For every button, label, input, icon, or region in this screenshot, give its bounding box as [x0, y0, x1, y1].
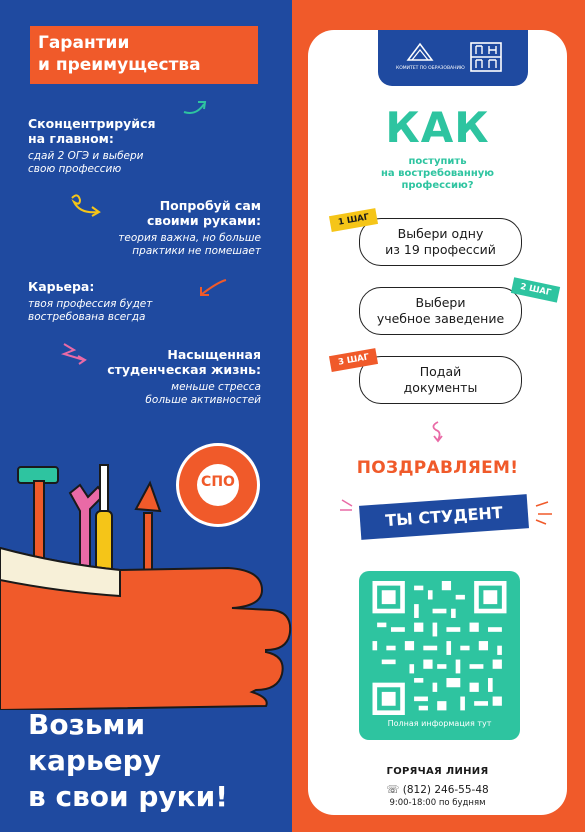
step-card-2 [359, 287, 522, 335]
step-text: Выбери одну [397, 226, 484, 241]
partner-logo-icon [470, 42, 502, 72]
phone-icon: ☏ [386, 784, 403, 796]
qr-caption: Полная информация тут [387, 719, 492, 728]
spo-seal-stamp [176, 443, 260, 527]
advantage-student-life [107, 347, 261, 407]
advantage-title: студенческая жизнь: [107, 362, 261, 377]
advantage-title: Карьера: [28, 279, 95, 294]
education-committee-logo-icon [406, 40, 434, 64]
advantage-desc: больше активностей [145, 394, 261, 406]
advantages-header [30, 26, 258, 84]
qr-code[interactable] [371, 581, 508, 715]
orange-arrow-doodle-icon [196, 276, 230, 300]
subheading-line-1: поступить [408, 156, 467, 167]
advantage-career [28, 279, 152, 324]
subheading-line-3: профессию? [401, 180, 474, 191]
seal-center-text: СПО [201, 474, 235, 490]
subheading-line-2: на востребованную [381, 168, 494, 179]
step-text: документы [403, 380, 478, 395]
advantage-desc: сдай 2 ОГЭ и выбери [28, 150, 144, 162]
student-banner: ТЫ СТУДЕНТ [359, 494, 529, 540]
yellow-loop-arrow-doodle-icon [68, 192, 108, 222]
step-tag-1: 1 ШАГ [329, 208, 378, 232]
advantage-desc: свою профессию [28, 163, 122, 175]
step-tag-2: 2 ШАГ [511, 277, 561, 303]
header-line-1: Гарантии [38, 33, 130, 53]
step-text: Подай [419, 364, 462, 379]
burst-lines-left-icon [338, 496, 358, 516]
advantage-title: Попробуй сам [159, 198, 261, 213]
main-heading: КАК [385, 103, 490, 152]
logo-strip [378, 30, 528, 86]
advantage-title: на главном: [28, 131, 114, 146]
admission-card [308, 30, 567, 815]
advantage-title: Сконцентрируйся [28, 116, 156, 131]
step-text: Выбери [415, 295, 466, 310]
hotline-hours: 9:00-18:00 по будням [389, 798, 486, 808]
header-line-2: и преимущества [38, 55, 201, 75]
slogan-line-3: в свои руки! [28, 780, 229, 813]
phone-number: (812) 246-55-48 [402, 784, 489, 796]
hotline-phone[interactable] [308, 784, 567, 796]
step-card-1 [359, 218, 522, 266]
hand-illustration [0, 540, 292, 710]
hotline-title: ГОРЯЧАЯ ЛИНИЯ [386, 766, 489, 777]
green-arrow-doodle-icon [180, 96, 210, 118]
qr-code-box[interactable] [359, 571, 520, 740]
left-panel [0, 0, 292, 832]
slogan-line-1: Возьми [28, 708, 146, 741]
advantage-desc: востребована всегда [28, 311, 146, 323]
advantage-desc: меньше стресса [171, 381, 261, 393]
pink-zigzag-arrow-doodle-icon [60, 340, 92, 366]
pink-curl-arrow-doodle-icon [428, 420, 450, 444]
advantage-title: Насыщенная [167, 347, 261, 362]
advantage-practice [118, 198, 261, 258]
step-text: из 19 профессий [385, 242, 496, 257]
slogan-line-2: карьеру [28, 744, 161, 777]
advantage-desc: практики не помешает [132, 245, 261, 257]
burst-lines-right-icon [534, 500, 556, 526]
step-text: учебное заведение [376, 311, 505, 326]
congrats-text: ПОЗДРАВЛЯЕМ! [356, 458, 519, 478]
advantage-desc: теория важна, но больше [118, 232, 261, 244]
org-logo-caption: КОМИТЕТ ПО ОБРАЗОВАНИЮ [396, 66, 465, 71]
advantage-focus [28, 116, 156, 176]
step-tag-3: 3 ШАГ [329, 348, 378, 372]
advantage-title: своими руками: [147, 213, 261, 228]
advantage-desc: твоя профессия будет [28, 298, 153, 310]
right-panel [292, 0, 585, 832]
step-card-3 [359, 356, 522, 404]
